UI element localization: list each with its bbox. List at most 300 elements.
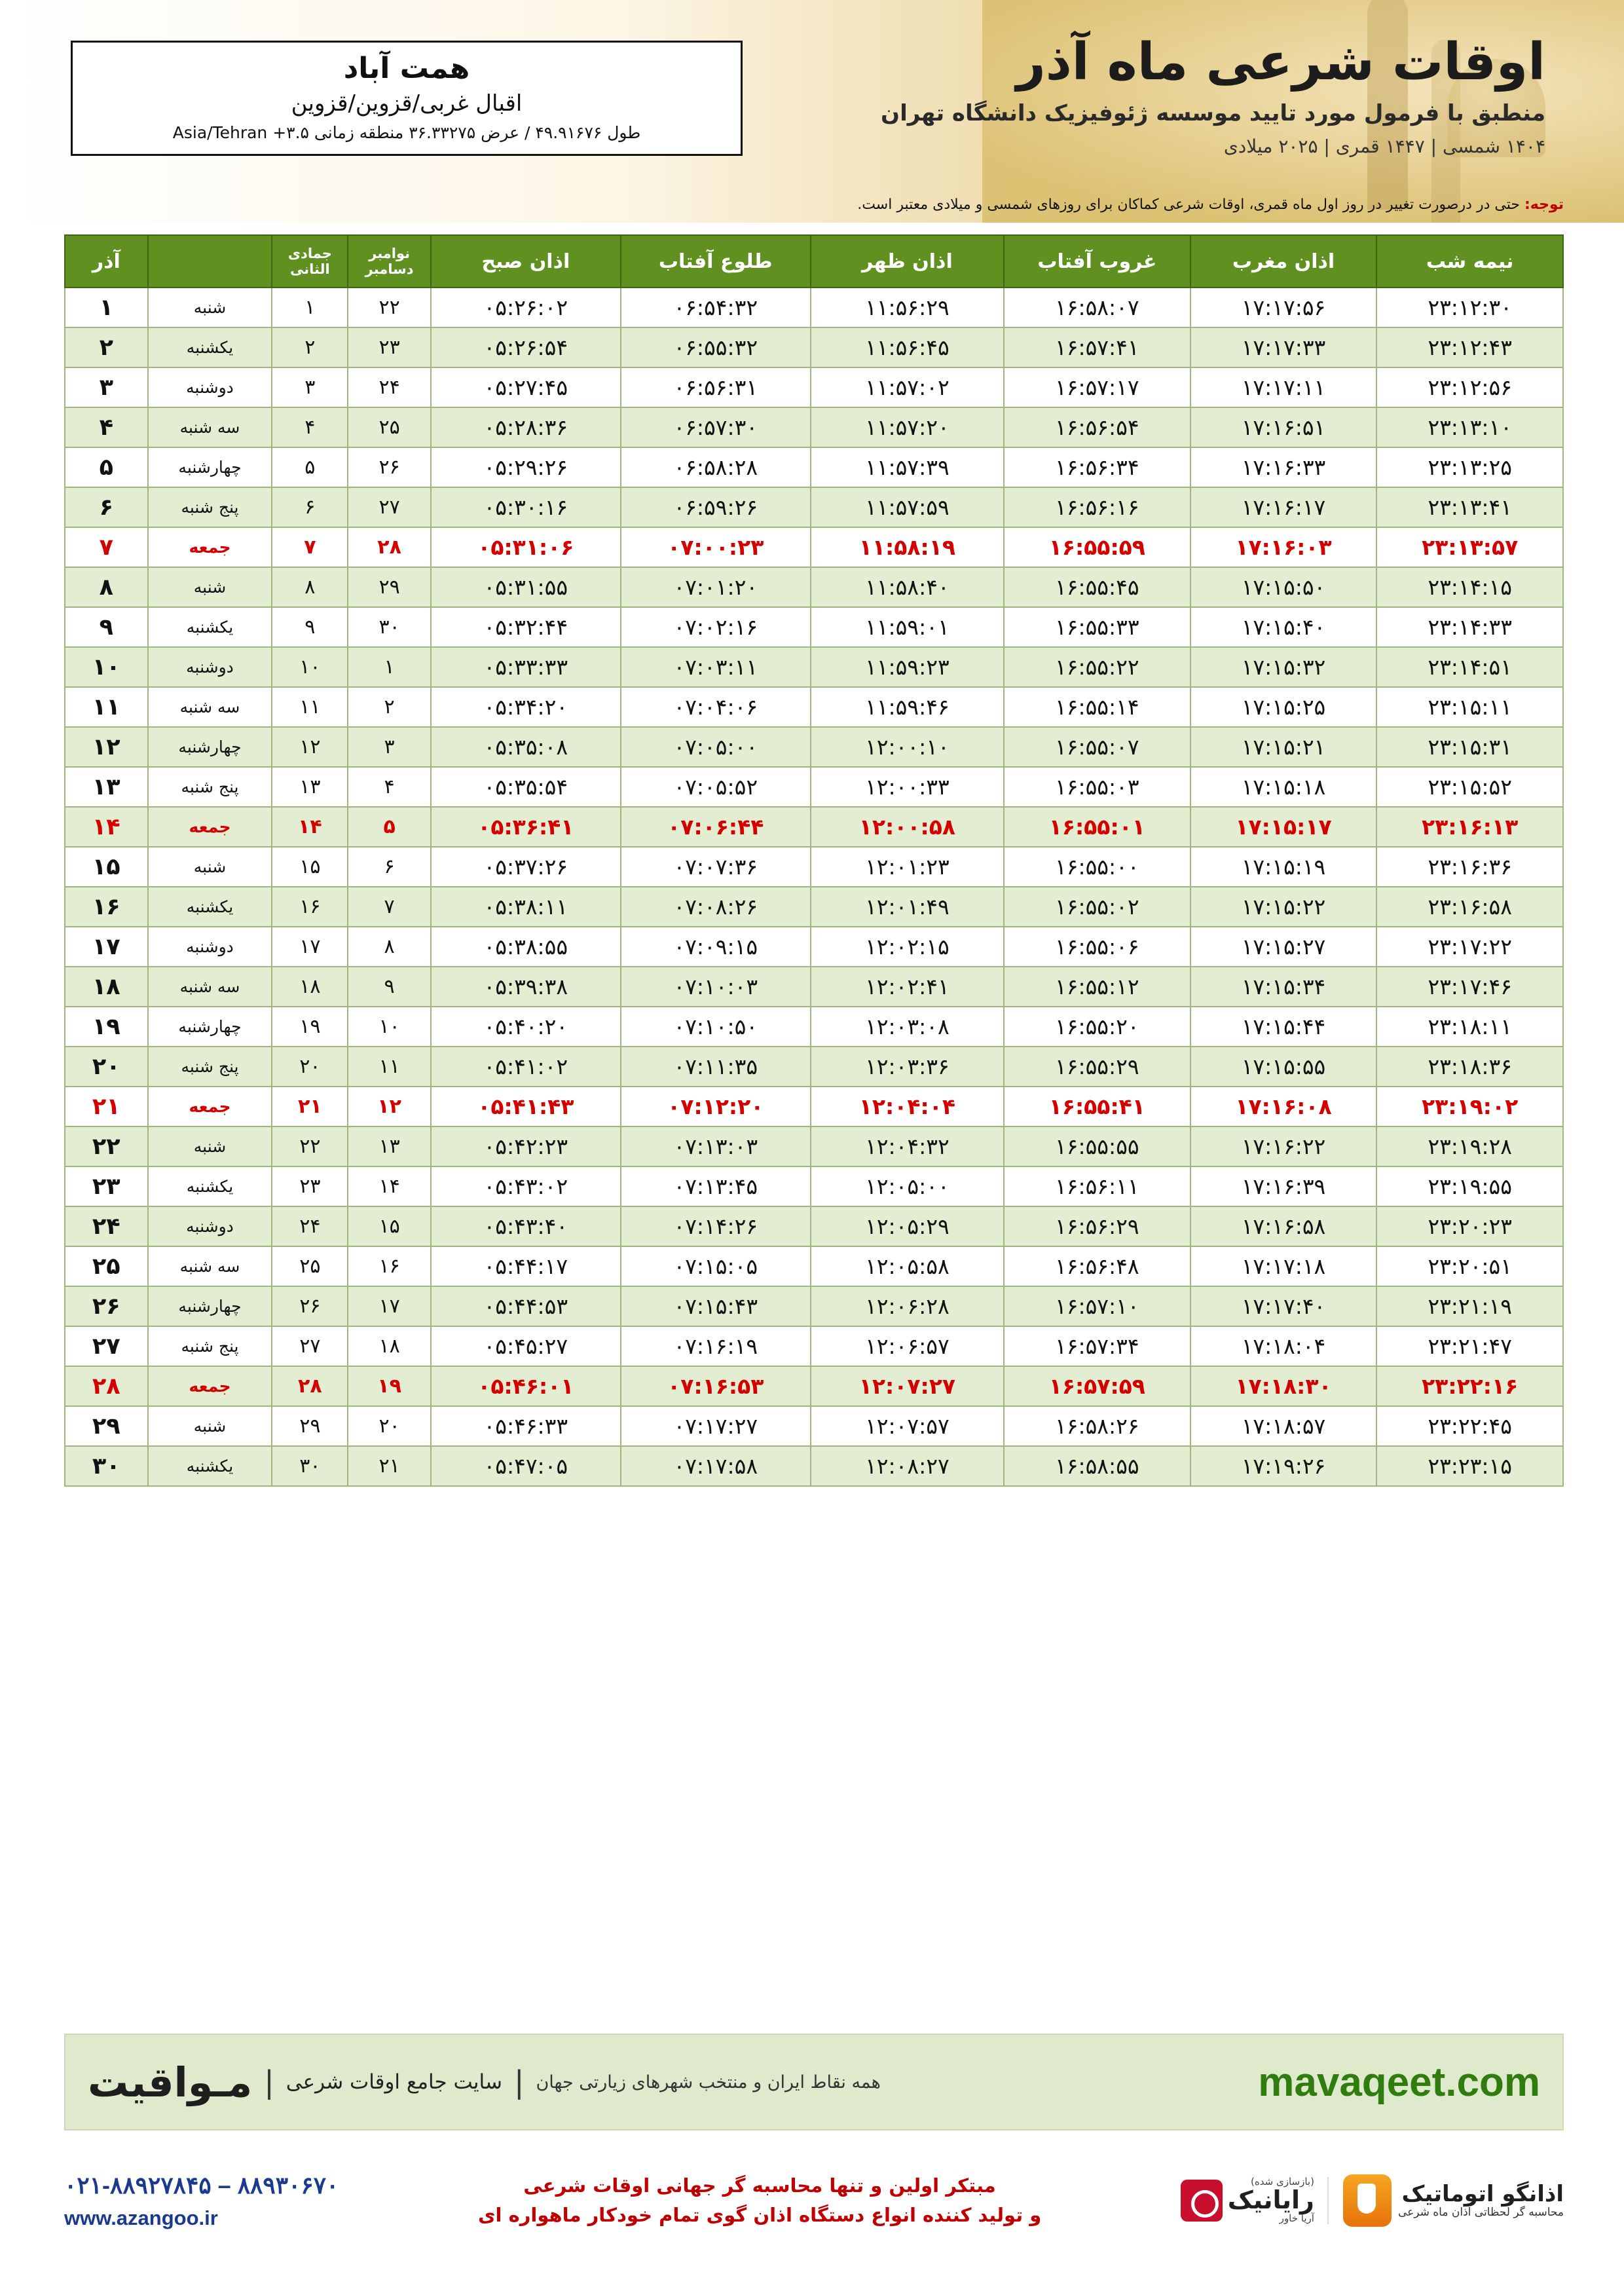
cell-zohr: ۱۲:۰۵:۲۹	[811, 1206, 1004, 1246]
cell-dayofweek: یکشنبه	[148, 327, 272, 367]
cell-day: ۱۸	[65, 967, 148, 1007]
cell-zohr: ۱۱:۵۸:۴۰	[811, 567, 1004, 607]
cell-miladi: ۵	[348, 807, 431, 847]
cell-miladi: ۲۷	[348, 487, 431, 527]
cell-nimeshab: ۲۳:۱۷:۲۲	[1376, 927, 1563, 967]
cell-day: ۲	[65, 327, 148, 367]
cell-tolu: ۰۷:۱۵:۴۳	[621, 1286, 811, 1326]
azangoo-sub: محاسبه گر لحظاتی اذان ماه شرعی	[1397, 2206, 1564, 2220]
cell-sobh: ۰۵:۲۶:۵۴	[431, 327, 621, 367]
cell-dayofweek: شنبه	[148, 847, 272, 887]
cell-ghorub: ۱۶:۵۶:۱۱	[1004, 1166, 1190, 1206]
cell-ghorub: ۱۶:۵۵:۱۴	[1004, 687, 1190, 727]
cell-sobh: ۰۵:۳۰:۱۶	[431, 487, 621, 527]
cell-qamari: ۱۶	[272, 887, 348, 927]
cell-zohr: ۱۲:۰۲:۱۵	[811, 927, 1004, 967]
cell-maghreb: ۱۷:۱۶:۰۸	[1190, 1087, 1377, 1126]
footer-brand-bar	[64, 2034, 1564, 2130]
table-row	[65, 1206, 1563, 1246]
cell-day: ۲۸	[65, 1366, 148, 1406]
cell-maghreb: ۱۷:۱۵:۱۹	[1190, 847, 1377, 887]
table-row	[65, 327, 1563, 367]
cell-tolu: ۰۷:۱۴:۲۶	[621, 1206, 811, 1246]
col-header-ghorub: غروب آفتاب	[1004, 235, 1190, 288]
cell-dayofweek: چهارشنبه	[148, 1007, 272, 1047]
cell-miladi: ۲۹	[348, 567, 431, 607]
cell-day: ۱۵	[65, 847, 148, 887]
table-row	[65, 1166, 1563, 1206]
cell-sobh: ۰۵:۲۷:۴۵	[431, 367, 621, 407]
cell-sobh: ۰۵:۴۵:۲۷	[431, 1326, 621, 1366]
cell-ghorub: ۱۶:۵۷:۵۹	[1004, 1366, 1190, 1406]
cell-dayofweek: چهارشنبه	[148, 1286, 272, 1326]
cell-ghorub: ۱۶:۵۵:۱۲	[1004, 967, 1190, 1007]
cell-tolu: ۰۷:۱۵:۰۵	[621, 1246, 811, 1286]
cell-ghorub: ۱۶:۵۸:۲۶	[1004, 1406, 1190, 1446]
cell-qamari: ۲۷	[272, 1326, 348, 1366]
cell-nimeshab: ۲۳:۲۲:۴۵	[1376, 1406, 1563, 1446]
rayanic-logo-text	[1228, 2177, 1314, 2223]
table-row	[65, 647, 1563, 687]
cell-day: ۳	[65, 367, 148, 407]
cell-sobh: ۰۵:۴۷:۰۵	[431, 1446, 621, 1486]
table-row	[65, 887, 1563, 927]
cell-maghreb: ۱۷:۱۵:۲۱	[1190, 727, 1377, 767]
page-header	[0, 0, 1624, 223]
azangoo-flame-icon	[1343, 2174, 1392, 2227]
cell-nimeshab: ۲۳:۱۳:۵۷	[1376, 527, 1563, 567]
cell-day: ۱۰	[65, 647, 148, 687]
cell-day: ۱۲	[65, 727, 148, 767]
cell-miladi: ۲	[348, 687, 431, 727]
table-row	[65, 288, 1563, 327]
col-header-month: آذر	[65, 235, 148, 288]
cell-miladi: ۲۸	[348, 527, 431, 567]
cell-zohr: ۱۲:۰۷:۲۷	[811, 1366, 1004, 1406]
cell-ghorub: ۱۶:۵۶:۵۴	[1004, 407, 1190, 447]
cell-maghreb: ۱۷:۱۵:۴۰	[1190, 607, 1377, 647]
azangoo-logo-text	[1398, 2182, 1564, 2219]
cell-ghorub: ۱۶:۵۵:۲۲	[1004, 647, 1190, 687]
cell-ghorub: ۱۶:۵۵:۲۹	[1004, 1047, 1190, 1087]
table-row	[65, 527, 1563, 567]
cell-zohr: ۱۱:۵۷:۵۹	[811, 487, 1004, 527]
cell-miladi: ۲۲	[348, 288, 431, 327]
cell-dayofweek: شنبه	[148, 567, 272, 607]
cell-nimeshab: ۲۳:۱۹:۲۸	[1376, 1126, 1563, 1166]
cell-day: ۸	[65, 567, 148, 607]
table-row	[65, 567, 1563, 607]
cell-maghreb: ۱۷:۱۶:۵۸	[1190, 1206, 1377, 1246]
cell-nimeshab: ۲۳:۱۹:۵۵	[1376, 1166, 1563, 1206]
prayer-times-table-wrap	[64, 234, 1564, 1487]
cell-maghreb: ۱۷:۱۵:۳۴	[1190, 967, 1377, 1007]
cell-maghreb: ۱۷:۱۷:۳۳	[1190, 327, 1377, 367]
cell-ghorub: ۱۶:۵۵:۰۲	[1004, 887, 1190, 927]
table-row	[65, 1366, 1563, 1406]
cell-dayofweek: شنبه	[148, 288, 272, 327]
col-header-tolu: طلوع آفتاب	[621, 235, 811, 288]
cell-tolu: ۰۷:۱۶:۱۹	[621, 1326, 811, 1366]
mavaqeet-brand-block	[88, 2058, 881, 2106]
footer-logos	[1181, 2174, 1564, 2227]
cell-tolu: ۰۷:۰۷:۳۶	[621, 847, 811, 887]
cell-maghreb: ۱۷:۱۶:۲۲	[1190, 1126, 1377, 1166]
cell-ghorub: ۱۶:۵۶:۲۹	[1004, 1206, 1190, 1246]
cell-qamari: ۲	[272, 327, 348, 367]
table-row	[65, 847, 1563, 887]
cell-tolu: ۰۷:۰۵:۵۲	[621, 767, 811, 807]
cell-nimeshab: ۲۳:۲۱:۴۷	[1376, 1326, 1563, 1366]
col-header-qamari: جمادی الثانی	[272, 235, 348, 288]
cell-miladi: ۱۴	[348, 1166, 431, 1206]
cell-qamari: ۳	[272, 367, 348, 407]
cell-miladi: ۱۶	[348, 1246, 431, 1286]
cell-tolu: ۰۷:۰۴:۰۶	[621, 687, 811, 727]
cell-qamari: ۱۲	[272, 727, 348, 767]
cell-dayofweek: سه شنبه	[148, 407, 272, 447]
cell-nimeshab: ۲۳:۱۲:۵۶	[1376, 367, 1563, 407]
cell-zohr: ۱۲:۰۰:۳۳	[811, 767, 1004, 807]
table-row	[65, 407, 1563, 447]
cell-dayofweek: جمعه	[148, 527, 272, 567]
azangoo-name: اذانگو اتوماتیک	[1401, 2180, 1564, 2207]
table-row	[65, 607, 1563, 647]
cell-qamari: ۱۷	[272, 927, 348, 967]
cell-nimeshab: ۲۳:۱۵:۳۱	[1376, 727, 1563, 767]
table-row	[65, 1326, 1563, 1366]
cell-nimeshab: ۲۳:۱۵:۵۲	[1376, 767, 1563, 807]
cell-day: ۵	[65, 447, 148, 487]
footer-contact	[64, 2168, 339, 2234]
table-row	[65, 807, 1563, 847]
cell-miladi: ۱	[348, 647, 431, 687]
cell-sobh: ۰۵:۴۴:۱۷	[431, 1246, 621, 1286]
table-row	[65, 1406, 1563, 1446]
cell-ghorub: ۱۶:۵۷:۳۴	[1004, 1326, 1190, 1366]
cell-nimeshab: ۲۳:۱۳:۱۰	[1376, 407, 1563, 447]
table-body	[65, 288, 1563, 1486]
cell-ghorub: ۱۶:۵۵:۰۶	[1004, 927, 1190, 967]
cell-miladi: ۱۲	[348, 1087, 431, 1126]
cell-dayofweek: یکشنبه	[148, 1166, 272, 1206]
cell-tolu: ۰۷:۱۱:۳۵	[621, 1047, 811, 1087]
cell-sobh: ۰۵:۲۹:۲۶	[431, 447, 621, 487]
cell-ghorub: ۱۶:۵۵:۰۳	[1004, 767, 1190, 807]
cell-tolu: ۰۷:۰۸:۲۶	[621, 887, 811, 927]
cell-zohr: ۱۲:۰۳:۰۸	[811, 1007, 1004, 1047]
cell-nimeshab: ۲۳:۱۲:۳۰	[1376, 288, 1563, 327]
cell-qamari: ۲۳	[272, 1166, 348, 1206]
city-coordinates: طول ۴۹.۹۱۶۷۶ / عرض ۳۶.۳۳۲۷۵ منطقه زمانی ۳.۵+ Asia/Tehran	[172, 123, 641, 142]
cell-nimeshab: ۲۳:۱۳:۴۱	[1376, 487, 1563, 527]
col-header-zohr: اذان ظهر	[811, 235, 1004, 288]
table-row	[65, 1007, 1563, 1047]
cell-sobh: ۰۵:۳۶:۴۱	[431, 807, 621, 847]
cell-nimeshab: ۲۳:۲۱:۱۹	[1376, 1286, 1563, 1326]
note-label: توجه:	[1524, 196, 1564, 213]
cell-sobh: ۰۵:۳۱:۰۶	[431, 527, 621, 567]
col-header-sobh: اذان صبح	[431, 235, 621, 288]
cell-sobh: ۰۵:۴۰:۲۰	[431, 1007, 621, 1047]
cell-tolu: ۰۷:۰۳:۱۱	[621, 647, 811, 687]
cell-nimeshab: ۲۳:۲۳:۱۵	[1376, 1446, 1563, 1486]
cell-nimeshab: ۲۳:۱۶:۳۶	[1376, 847, 1563, 887]
cell-dayofweek: دوشنبه	[148, 647, 272, 687]
cell-qamari: ۵	[272, 447, 348, 487]
cell-nimeshab: ۲۳:۱۴:۳۳	[1376, 607, 1563, 647]
table-row	[65, 1286, 1563, 1326]
cell-day: ۹	[65, 607, 148, 647]
cell-ghorub: ۱۶:۵۵:۵۵	[1004, 1126, 1190, 1166]
cell-maghreb: ۱۷:۱۵:۳۲	[1190, 647, 1377, 687]
cell-day: ۷	[65, 527, 148, 567]
cell-ghorub: ۱۶:۵۷:۱۰	[1004, 1286, 1190, 1326]
cell-nimeshab: ۲۳:۱۴:۱۵	[1376, 567, 1563, 607]
cell-sobh: ۰۵:۳۸:۵۵	[431, 927, 621, 967]
cell-nimeshab: ۲۳:۱۷:۴۶	[1376, 967, 1563, 1007]
cell-dayofweek: سه شنبه	[148, 967, 272, 1007]
page-title: اوقات شرعی ماه آذر	[1016, 33, 1545, 92]
cell-dayofweek: شنبه	[148, 1126, 272, 1166]
cell-miladi: ۲۵	[348, 407, 431, 447]
cell-maghreb: ۱۷:۱۷:۴۰	[1190, 1286, 1377, 1326]
cell-qamari: ۷	[272, 527, 348, 567]
cell-nimeshab: ۲۳:۱۸:۳۶	[1376, 1047, 1563, 1087]
cell-tolu: ۰۷:۰۲:۱۶	[621, 607, 811, 647]
city-info-box	[71, 41, 743, 156]
footer-description	[478, 2171, 1041, 2230]
cell-zohr: ۱۱:۵۹:۴۶	[811, 687, 1004, 727]
col-header-miladi	[348, 235, 431, 288]
cell-maghreb: ۱۷:۱۷:۵۶	[1190, 288, 1377, 327]
cell-miladi: ۷	[348, 887, 431, 927]
calendar-systems-line: ۱۴۰۴ شمسی | ۱۴۴۷ قمری | ۲۰۲۵ میلادی	[1223, 135, 1545, 157]
azangoo-logo-block[interactable]	[1343, 2174, 1564, 2227]
footer-desc-line-1: مبتکر اولین و تنها محاسبه گر جهانی اوقات شرعی	[523, 2174, 996, 2197]
cell-zohr: ۱۱:۵۷:۰۲	[811, 367, 1004, 407]
cell-zohr: ۱۱:۵۹:۰۱	[811, 607, 1004, 647]
cell-maghreb: ۱۷:۱۶:۳۹	[1190, 1166, 1377, 1206]
cell-qamari: ۱۸	[272, 967, 348, 1007]
table-row	[65, 1126, 1563, 1166]
cell-dayofweek: پنج شنبه	[148, 1047, 272, 1087]
cell-miladi: ۱۵	[348, 1206, 431, 1246]
cell-tolu: ۰۶:۵۵:۳۲	[621, 327, 811, 367]
rayanic-logo-block[interactable]	[1181, 2177, 1329, 2223]
cell-sobh: ۰۵:۲۶:۰۲	[431, 288, 621, 327]
cell-miladi: ۱۹	[348, 1366, 431, 1406]
cell-tolu: ۰۷:۱۷:۵۸	[621, 1446, 811, 1486]
cell-sobh: ۰۵:۴۴:۵۳	[431, 1286, 621, 1326]
cell-day: ۲۵	[65, 1246, 148, 1286]
cell-tolu: ۰۶:۵۶:۳۱	[621, 367, 811, 407]
table-row	[65, 1246, 1563, 1286]
cell-tolu: ۰۷:۱۳:۴۵	[621, 1166, 811, 1206]
cell-dayofweek: شنبه	[148, 1406, 272, 1446]
cell-sobh: ۰۵:۳۵:۰۸	[431, 727, 621, 767]
cell-miladi: ۳۰	[348, 607, 431, 647]
cell-tolu: ۰۷:۱۰:۵۰	[621, 1007, 811, 1047]
cell-miladi: ۲۱	[348, 1446, 431, 1486]
cell-qamari: ۶	[272, 487, 348, 527]
col-header-dayofweek	[148, 235, 272, 288]
cell-dayofweek: چهارشنبه	[148, 447, 272, 487]
cell-dayofweek: پنج شنبه	[148, 767, 272, 807]
cell-zohr: ۱۲:۰۱:۲۳	[811, 847, 1004, 887]
cell-day: ۱۹	[65, 1007, 148, 1047]
table-row	[65, 447, 1563, 487]
cell-maghreb: ۱۷:۱۸:۳۰	[1190, 1366, 1377, 1406]
cell-qamari: ۲۰	[272, 1047, 348, 1087]
cell-maghreb: ۱۷:۱۵:۲۲	[1190, 887, 1377, 927]
cell-ghorub: ۱۶:۵۶:۳۴	[1004, 447, 1190, 487]
table-row	[65, 1047, 1563, 1087]
col-header-nimeshab: نیمه شب	[1376, 235, 1563, 288]
cell-qamari: ۱۱	[272, 687, 348, 727]
cell-day: ۱۱	[65, 687, 148, 727]
cell-zohr: ۱۱:۵۷:۲۰	[811, 407, 1004, 447]
rayanic-badge: (بازسازی شده)	[1251, 2176, 1314, 2188]
cell-maghreb: ۱۷:۱۵:۱۸	[1190, 767, 1377, 807]
col-header-maghreb: اذان مغرب	[1190, 235, 1377, 288]
cell-sobh: ۰۵:۳۱:۵۵	[431, 567, 621, 607]
cell-dayofweek: دوشنبه	[148, 927, 272, 967]
cell-maghreb: ۱۷:۱۶:۳۳	[1190, 447, 1377, 487]
cell-miladi: ۴	[348, 767, 431, 807]
cell-maghreb: ۱۷:۱۵:۲۵	[1190, 687, 1377, 727]
cell-maghreb: ۱۷:۱۵:۱۷	[1190, 807, 1377, 847]
cell-zohr: ۱۲:۰۳:۳۶	[811, 1047, 1004, 1087]
cell-day: ۲۶	[65, 1286, 148, 1326]
table-row	[65, 687, 1563, 727]
cell-maghreb: ۱۷:۱۶:۵۱	[1190, 407, 1377, 447]
cell-day: ۲۹	[65, 1406, 148, 1446]
cell-dayofweek: یکشنبه	[148, 1446, 272, 1486]
footer-website[interactable]: www.azangoo.ir	[64, 2206, 218, 2229]
cell-tolu: ۰۶:۵۸:۲۸	[621, 447, 811, 487]
cell-ghorub: ۱۶:۵۵:۰۱	[1004, 807, 1190, 847]
cell-nimeshab: ۲۳:۱۲:۴۳	[1376, 327, 1563, 367]
cell-day: ۲۰	[65, 1047, 148, 1087]
cell-maghreb: ۱۷:۱۷:۱۱	[1190, 367, 1377, 407]
cell-nimeshab: ۲۳:۱۶:۵۸	[1376, 887, 1563, 927]
cell-dayofweek: پنج شنبه	[148, 487, 272, 527]
cell-dayofweek: یکشنبه	[148, 887, 272, 927]
mavaqeet-site-url[interactable]: mavaqeet.com	[1258, 2059, 1540, 2105]
cell-nimeshab: ۲۳:۱۴:۵۱	[1376, 647, 1563, 687]
cell-nimeshab: ۲۳:۲۰:۲۳	[1376, 1206, 1563, 1246]
cell-qamari: ۱۳	[272, 767, 348, 807]
table-row	[65, 927, 1563, 967]
cell-zohr: ۱۲:۰۰:۱۰	[811, 727, 1004, 767]
cell-zohr: ۱۱:۵۷:۳۹	[811, 447, 1004, 487]
cell-nimeshab: ۲۳:۱۳:۲۵	[1376, 447, 1563, 487]
cell-ghorub: ۱۶:۵۷:۱۷	[1004, 367, 1190, 407]
cell-maghreb: ۱۷:۱۵:۲۷	[1190, 927, 1377, 967]
cell-zohr: ۱۲:۰۰:۵۸	[811, 807, 1004, 847]
table-row	[65, 967, 1563, 1007]
cell-ghorub: ۱۶:۵۶:۴۸	[1004, 1246, 1190, 1286]
rayanic-mark-icon	[1181, 2180, 1223, 2222]
cell-ghorub: ۱۶:۵۵:۲۰	[1004, 1007, 1190, 1047]
footer-desc-line-2: و تولید کننده انواع دستگاه اذان گوی تمام خودکار ماهواره ای	[477, 2204, 1042, 2226]
table-row	[65, 767, 1563, 807]
cell-maghreb: ۱۷:۱۶:۰۳	[1190, 527, 1377, 567]
cell-nimeshab: ۲۳:۲۰:۵۱	[1376, 1246, 1563, 1286]
cell-tolu: ۰۶:۵۹:۲۶	[621, 487, 811, 527]
cell-miladi: ۹	[348, 967, 431, 1007]
cell-miladi: ۶	[348, 847, 431, 887]
cell-qamari: ۳۰	[272, 1446, 348, 1486]
cell-maghreb: ۱۷:۱۸:۰۴	[1190, 1326, 1377, 1366]
cell-tolu: ۰۷:۰۰:۲۳	[621, 527, 811, 567]
cell-miladi: ۱۰	[348, 1007, 431, 1047]
cell-ghorub: ۱۶:۵۶:۱۶	[1004, 487, 1190, 527]
cell-maghreb: ۱۷:۱۶:۱۷	[1190, 487, 1377, 527]
cell-dayofweek: جمعه	[148, 1366, 272, 1406]
cell-nimeshab: ۲۳:۱۵:۱۱	[1376, 687, 1563, 727]
cell-day: ۱۷	[65, 927, 148, 967]
cell-day: ۲۱	[65, 1087, 148, 1126]
col-header-miladi-dec: دسامبر	[365, 261, 414, 277]
cell-miladi: ۳	[348, 727, 431, 767]
cell-day: ۱۶	[65, 887, 148, 927]
cell-qamari: ۲۴	[272, 1206, 348, 1246]
cell-miladi: ۱۸	[348, 1326, 431, 1366]
col-header-miladi-nov: نوامبر	[369, 245, 411, 261]
table-row	[65, 1446, 1563, 1486]
cell-maghreb: ۱۷:۱۵:۵۵	[1190, 1047, 1377, 1087]
table-row	[65, 487, 1563, 527]
cell-tolu: ۰۷:۰۶:۴۴	[621, 807, 811, 847]
cell-zohr: ۱۲:۰۶:۲۸	[811, 1286, 1004, 1326]
cell-dayofweek: سه شنبه	[148, 1246, 272, 1286]
cell-qamari: ۴	[272, 407, 348, 447]
rayanic-name: رایانیک	[1227, 2186, 1314, 2215]
footer-bottom-bar	[64, 2145, 1564, 2256]
cell-tolu: ۰۷:۰۵:۰۰	[621, 727, 811, 767]
cell-sobh: ۰۵:۳۵:۵۴	[431, 767, 621, 807]
cell-dayofweek: یکشنبه	[148, 607, 272, 647]
cell-dayofweek: دوشنبه	[148, 1206, 272, 1246]
cell-sobh: ۰۵:۳۳:۳۳	[431, 647, 621, 687]
cell-zohr: ۱۱:۵۶:۴۵	[811, 327, 1004, 367]
cell-miladi: ۱۱	[348, 1047, 431, 1087]
cell-miladi: ۸	[348, 927, 431, 967]
table-row	[65, 1087, 1563, 1126]
cell-day: ۲۲	[65, 1126, 148, 1166]
rayanic-sub: آریا خاور	[1279, 2212, 1314, 2224]
cell-sobh: ۰۵:۴۱:۰۲	[431, 1047, 621, 1087]
cell-maghreb: ۱۷:۱۵:۴۴	[1190, 1007, 1377, 1047]
cell-sobh: ۰۵:۴۱:۴۳	[431, 1087, 621, 1126]
cell-ghorub: ۱۶:۵۷:۴۱	[1004, 327, 1190, 367]
cell-day: ۲۴	[65, 1206, 148, 1246]
cell-qamari: ۲۸	[272, 1366, 348, 1406]
cell-qamari: ۱۰	[272, 647, 348, 687]
cell-sobh: ۰۵:۳۹:۳۸	[431, 967, 621, 1007]
cell-dayofweek: جمعه	[148, 807, 272, 847]
cell-tolu: ۰۷:۱۳:۰۳	[621, 1126, 811, 1166]
cell-zohr: ۱۲:۰۷:۵۷	[811, 1406, 1004, 1446]
cell-dayofweek: جمعه	[148, 1087, 272, 1126]
note-text: حتی در درصورت تغییر در روز اول ماه قمری، اوقات شرعی کماکان برای روزهای شمسی و میلادی معتبر است.	[857, 196, 1520, 213]
cell-sobh: ۰۵:۴۲:۲۳	[431, 1126, 621, 1166]
cell-day: ۱۴	[65, 807, 148, 847]
cell-zohr: ۱۲:۰۴:۰۴	[811, 1087, 1004, 1126]
cell-qamari: ۲۶	[272, 1286, 348, 1326]
